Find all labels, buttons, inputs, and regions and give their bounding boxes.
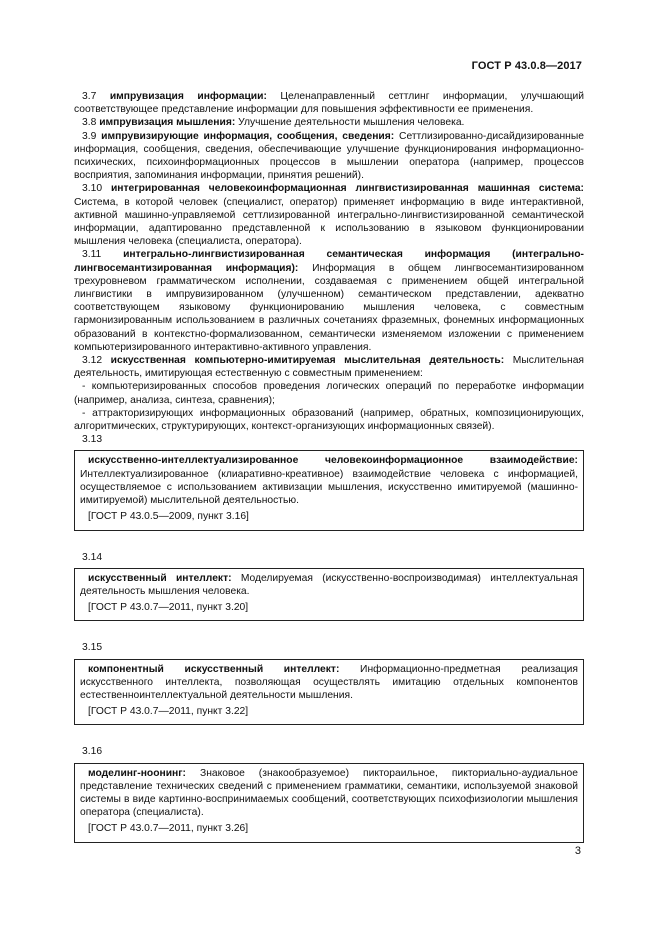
definition-text: Целенаправленный сеттлинг информации, улучшающий соответствующее представление информации для повышения эффективности ее применения.: [74, 91, 584, 116]
definition-text: Мыслительная деятельность, имитирующая естественную с совместным применением:: [74, 355, 584, 380]
definition-text: Знаковое (знакообразуемое) пиктораильное, пикториально-аудиальное представление технических сведений с применением грамматики, семантики, используемой знаковой системы в виде картинно-воспринимаемых сообщений, соответствующих психофизиологии мышления оператора (специалиста).: [80, 767, 578, 819]
definition-text: Информация в общем лингвосемантизированном трехуровневом грамматическом исполнении, создаваемая с применением общей интегральной лингвистики в импрувизированном (улучшенном) семантическом представлении, адекватно соответствующем языковому функционированию мышления человека, с совместным гармонизированным использованием в различных сочетаниях фраземных, фонемных информационных образований в контекстно-формализованном, семантически изменяемом изложении с применением компьютеризированного интерактивно-активного управления.: [74, 262, 584, 353]
list-item: - компьютеризированных способов проведения логических операций по переработке информации (например, анализа, синтеза, сравнения);: [74, 381, 584, 406]
definition-number: 3.8: [82, 117, 97, 129]
list-item: - аттракторизирующих информационных образований (например, обратных, композиционирующих, алгоритмических, структурирующих, контекст-организующих информационных связей).: [74, 407, 584, 433]
boxed-definition-3-14: [74, 568, 584, 622]
definition-3-8: [74, 116, 584, 129]
definition-text: Улучшение деятельности мышления человека.: [235, 117, 465, 129]
source-reference: [ГОСТ Р 43.0.7—2011, пункт 3.26]: [88, 823, 249, 835]
source-reference: [ГОСТ Р 43.0.7—2011, пункт 3.22]: [88, 706, 249, 718]
definition-term: искусственно-интеллектуализированное человекоинформационное взаимодействие:: [88, 455, 578, 467]
boxed-definition-body: [80, 663, 578, 703]
definition-3-12: [74, 354, 584, 380]
boxed-definition-3-15: [74, 659, 584, 726]
page-number: 3: [574, 845, 581, 857]
boxed-definition-body: [80, 454, 578, 507]
definition-term: интегрированная человекоинформационная лингвистизированная машинная система:: [110, 183, 584, 195]
definition-text: Сеттлизированно-дисайдизированные информация, сообщения, сведения, обеспечивающие улучшение функционирования информационно-психических, психоинформационных процессов в мышлении оператора (например, процессов восприятия, запоминания информации, принятия решений).: [74, 130, 584, 182]
definition-3-9: [74, 130, 584, 183]
definition-number: 3.7: [82, 91, 97, 102]
definition-text: Система, в которой человек (специалист, оператор) применяет информацию в виде интерактивной, активной машинно-управляемой сеттлизированной интегрально-лингвистизированной семантической информации, адаптированно представленной к использованию в языковом функционировании мышления человека (специалиста, оператора).: [74, 196, 584, 248]
definition-term: искусственный интеллект:: [88, 572, 232, 584]
boxed-definition-number: 3.13: [82, 434, 103, 446]
page-content: [74, 90, 584, 863]
document-id-header: ГОСТ Р 43.0.8—2017: [471, 60, 582, 72]
definition-number: 3.10: [82, 183, 103, 195]
definition-number: 3.9: [82, 130, 97, 142]
definition-3-10: [74, 182, 584, 248]
definition-3-7: [74, 90, 584, 116]
definition-number: 3.11: [82, 249, 102, 261]
definition-term: импрувизация мышления:: [99, 117, 236, 129]
definition-term: импрувизирующие информация, сообщения, сведения:: [101, 130, 395, 142]
definition-term: моделинг-ноонинг:: [88, 767, 186, 779]
boxed-definition-3-16: [74, 763, 584, 843]
definition-number: 3.12: [82, 355, 103, 367]
boxed-definition-number: 3.15: [82, 642, 103, 654]
boxed-definition-body: [80, 572, 578, 598]
boxed-definition-number: 3.16: [82, 746, 103, 758]
definition-text: Моделируемая (искусственно-воспроизводимая) интеллектуальная деятельность мышления человека.: [80, 572, 578, 597]
boxed-definition-3-13: [74, 450, 584, 530]
definition-text: Интеллектуализированное (клиаративно-креативное) взаимодействие человека с информацией, осуществляемое с использованием активизации мышления, искусственно имитируемой (машинно-имитируемой) мыслительной деятельностью.: [80, 468, 578, 507]
definition-text: Информационно-предметная реализация искусственного интеллекта, позволяющая осуществлять имитацию отдельных компонентов естественноинтеллектуальной деятельности мышления.: [80, 663, 578, 701]
boxed-definition-number: 3.14: [82, 551, 103, 563]
definition-term: искусственная компьютерно-имитируемая мыслительная деятельность:: [110, 355, 505, 367]
boxed-definition-body: [80, 767, 578, 820]
definition-term: интегрально-лингвистизированная семантическая информация (интегрально-лингвосемантизированная информация):: [74, 249, 584, 274]
source-reference: [ГОСТ Р 43.0.5—2009, пункт 3.16]: [88, 511, 249, 523]
definition-3-11: [74, 248, 584, 354]
definition-term: компонентный искусственный интеллект:: [88, 663, 340, 675]
source-reference: [ГОСТ Р 43.0.7—2011, пункт 3.20]: [88, 602, 249, 614]
definition-term: импрувизация информации:: [109, 91, 267, 102]
